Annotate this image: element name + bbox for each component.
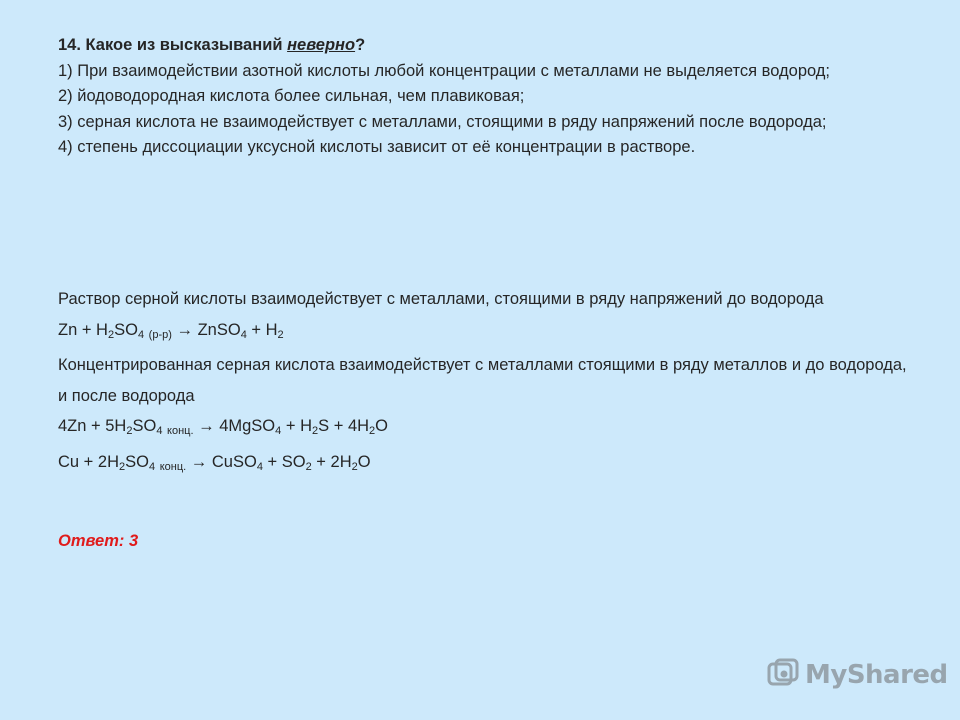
option-4: 4) степень диссоциации уксусной кислоты зависит от её концентрации в растворе. [58, 138, 696, 156]
question-prompt: Какое из высказываний [85, 36, 283, 54]
explanation-paragraph-1: Раствор серной кислоты взаимодействует с металлами, стоящими в ряду напряжений до водорода [58, 290, 824, 308]
equation-zn-concentrated: $4Zn + 5H_2SO_4$ конц. → 4MgSO$_4$ + $H_2S + 4H_2O$ [58, 417, 389, 437]
question-mark: ? [355, 36, 366, 54]
question-number: 14. [58, 36, 81, 54]
option-1: 1) При взаимодействии азотной кислоты любой концентрации с металлами не выделяется водород; [58, 61, 831, 80]
option-2: 2) йодоводородная кислота более сильная, чем плавиковая; [58, 87, 525, 105]
answer-text: Ответ: 3 [58, 532, 139, 550]
explanation-block [58, 284, 918, 482]
question-emphasis: неверно [287, 36, 356, 54]
condition-label: конц. [167, 425, 194, 437]
watermark-text: MyShared [805, 660, 948, 690]
question-block [58, 33, 918, 161]
equation-zn-dilute: $Zn + H_2SO_4$ (р-р) → ZnSO$_4$ + $H_2$ [58, 320, 284, 341]
myshared-logo-icon [766, 658, 800, 692]
condition-label: (р-р) [148, 328, 172, 341]
option-3: 3) серная кислота не взаимодействует с металлами, стоящими в ряду напряжений после водорода; [58, 112, 827, 131]
condition-label: конц. [159, 460, 187, 473]
question-title [58, 33, 918, 59]
watermark [766, 655, 948, 695]
equation-cu-concentrated: $Cu + 2H_2SO_4$ конц. → CuSO$_4$ + $SO_2 + 2H_2O$ [58, 452, 371, 473]
explanation-paragraph-2: Концентрированная серная кислота взаимодействует с металлами стоящими в ряду металлов и до водорода, и после водорода [58, 356, 907, 405]
